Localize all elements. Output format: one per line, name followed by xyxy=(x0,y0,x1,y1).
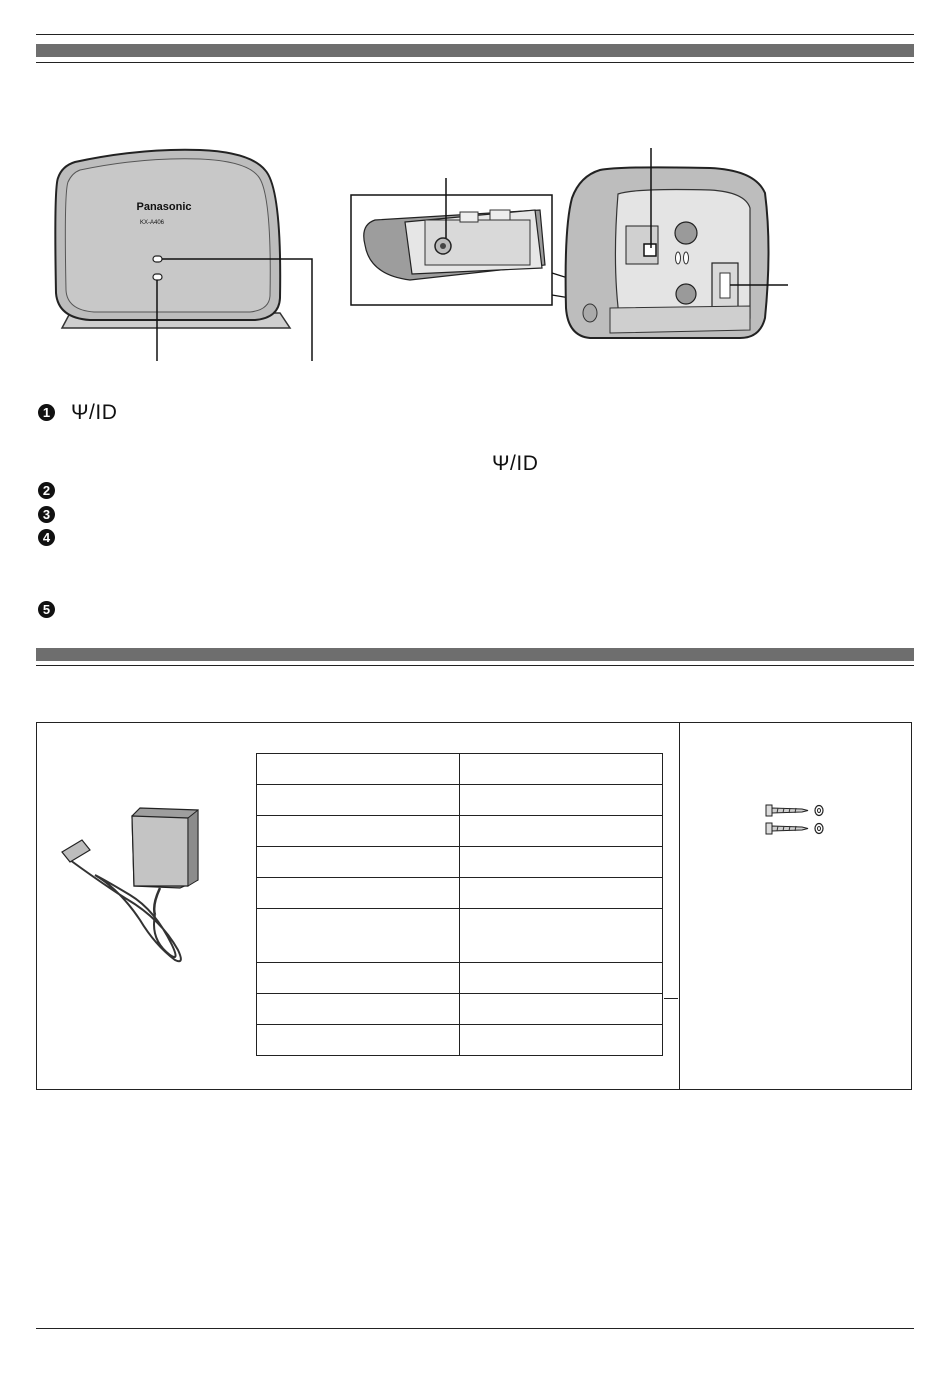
base-detail-inset xyxy=(350,150,560,308)
callout-number-5: 5 xyxy=(38,601,55,618)
table-cell xyxy=(257,878,460,909)
table-row xyxy=(257,909,663,963)
table-cell xyxy=(257,994,460,1025)
table-cell xyxy=(460,816,663,847)
accessory-table xyxy=(256,753,663,1056)
section-rule-1 xyxy=(36,62,914,63)
repeater-front-illustration xyxy=(50,148,340,363)
table-cell xyxy=(460,878,663,909)
table-cell xyxy=(257,785,460,816)
table-cell xyxy=(460,754,663,785)
table-row xyxy=(257,1025,663,1056)
table-cell xyxy=(257,1025,460,1056)
section-rule-2 xyxy=(36,665,914,666)
table-cell xyxy=(257,847,460,878)
washer-icon xyxy=(815,806,823,816)
brand-text: Panasonic xyxy=(136,201,192,213)
table-row xyxy=(257,994,663,1025)
table-row xyxy=(257,754,663,785)
screw-icon xyxy=(766,805,808,816)
table-cell xyxy=(257,816,460,847)
table-row xyxy=(257,878,663,909)
table-cell xyxy=(257,909,460,963)
ac-adaptor-illustration xyxy=(60,800,210,970)
callout-number-4: 4 xyxy=(38,529,55,546)
screw-icon xyxy=(766,823,808,834)
table-row xyxy=(257,847,663,878)
table-row xyxy=(257,785,663,816)
note-antenna-id-label: Ψ/ID xyxy=(492,452,539,475)
table-row xyxy=(257,816,663,847)
table-cell xyxy=(460,847,663,878)
section-bar-1 xyxy=(36,44,914,57)
model-text: KX-A406 xyxy=(139,220,165,226)
callout-number-2: 2 xyxy=(38,482,55,499)
callout-label-1: Ψ/ID xyxy=(71,401,118,424)
footer-rule xyxy=(36,1328,914,1329)
table-cell xyxy=(460,909,663,963)
accessories-divider xyxy=(679,722,680,1090)
table-cell xyxy=(460,1025,663,1056)
screws-illustration xyxy=(762,802,832,842)
led-indicator-upper xyxy=(153,256,162,262)
led-indicator-lower xyxy=(153,274,162,280)
table-side-tick xyxy=(664,998,678,999)
callout-number-1: 1 xyxy=(38,404,55,421)
section-bar-2 xyxy=(36,648,914,661)
table-cell xyxy=(257,963,460,994)
top-rule xyxy=(36,34,914,35)
callout-number-3: 3 xyxy=(38,506,55,523)
washer-icon xyxy=(815,824,823,834)
table-cell xyxy=(460,963,663,994)
repeater-rear-illustration xyxy=(560,148,795,348)
table-cell xyxy=(257,754,460,785)
table-cell xyxy=(460,994,663,1025)
table-row xyxy=(257,963,663,994)
table-cell xyxy=(460,785,663,816)
